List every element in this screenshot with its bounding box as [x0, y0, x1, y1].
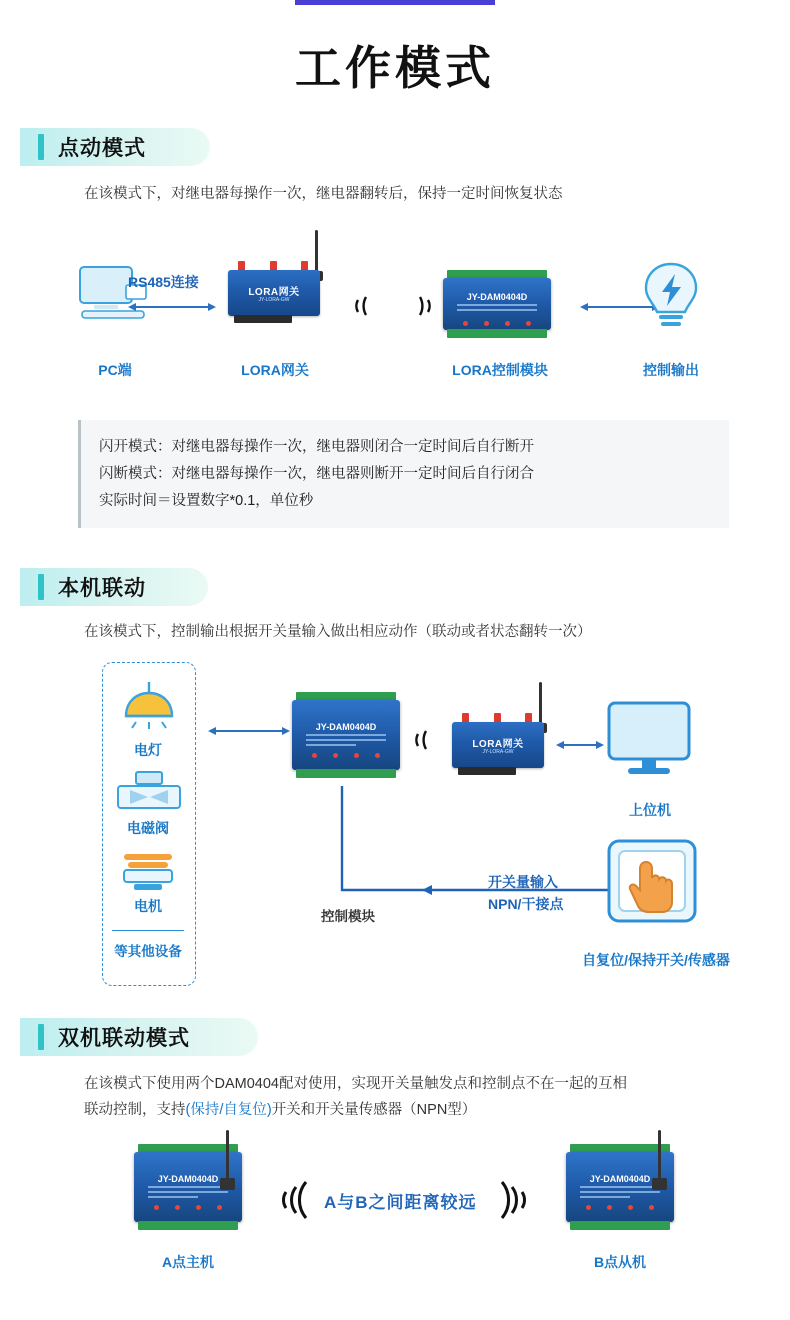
module-leds	[578, 1205, 662, 1210]
section-header-dual-linkage	[20, 1018, 258, 1056]
top-accent-bar	[295, 0, 495, 5]
section-header-local-linkage	[20, 568, 208, 606]
device-a-title: JY-DAM0404D	[157, 1174, 219, 1184]
lora-gateway-device	[228, 270, 320, 316]
note-line-2: 闪断模式：对继电器每操作一次，继电器则断开一定时间后自行闭合	[99, 465, 534, 482]
module-label-lines	[306, 734, 386, 749]
desc-pre: 联动控制，支持	[84, 1102, 186, 1118]
divider	[112, 930, 184, 931]
antenna-icon	[539, 682, 542, 726]
wireless-wave-right-2	[412, 726, 442, 754]
section-title-jog: 点动模式	[58, 137, 146, 160]
section-accent-bar	[38, 574, 44, 600]
module-device-title: JY-DAM0404D	[466, 292, 528, 302]
label-other-devices: 等其他设备	[114, 944, 182, 959]
label-motor: 电机	[134, 898, 162, 914]
section-header-jog	[20, 128, 210, 166]
page-title: 工作模式	[295, 42, 495, 94]
wireless-wave-right	[352, 292, 382, 320]
gateway-terminal	[458, 767, 516, 775]
push-button-sensor-icon	[606, 838, 698, 924]
antenna-base-b	[652, 1178, 667, 1190]
module-green-terminal-bottom	[138, 1221, 238, 1230]
desc-post: 开关和开关量传感器（NPN型）	[271, 1102, 477, 1118]
section-title-local-linkage: 本机联动	[58, 577, 146, 600]
gateway-terminal	[234, 315, 292, 323]
jog-mode-note	[78, 420, 729, 528]
section-desc-local-linkage: 在该模式下，控制输出根据开关量输入做出相应动作（联动或者状态翻转一次）	[84, 624, 592, 640]
solenoid-valve-icon	[116, 768, 182, 814]
control-module-title: JY-DAM0404D	[315, 722, 377, 732]
section-desc-dual-linkage-line2	[84, 1098, 734, 1123]
note-line-3: 实际时间＝设置数字*0.1，单位秒	[99, 492, 314, 509]
device-b-title: JY-DAM0404D	[589, 1174, 651, 1184]
arrow-gateway-to-host	[556, 738, 604, 752]
switch-input-path	[296, 786, 616, 904]
label-device-b: B点从机	[593, 1254, 647, 1270]
label-switch-type: NPN/干接点	[488, 896, 564, 912]
section-accent-bar	[38, 134, 44, 160]
label-lamp: 电灯	[134, 742, 162, 758]
label-sensor: 自复位/保持开关/传感器	[582, 952, 730, 968]
gateway-device-title: LORA网关	[248, 287, 300, 298]
desc-highlight: (保持/自复位)	[185, 1102, 272, 1118]
wireless-wave-b	[486, 1180, 530, 1220]
label-pc: PC端	[98, 362, 132, 378]
gateway-sub: JY-LORA-GW	[482, 749, 514, 755]
label-distance: A与B之间距离较远	[324, 1193, 477, 1212]
control-module-device	[292, 700, 400, 770]
module-leds	[455, 321, 539, 326]
section-desc-dual-linkage-line1: 在该模式下使用两个DAM0404配对使用，实现开关量触发点和控制点不在一起的互相	[84, 1076, 627, 1092]
label-device-a: A点主机	[161, 1254, 215, 1270]
label-host: 上位机	[629, 802, 671, 818]
module-label-lines	[457, 304, 537, 314]
lora-gateway-device-2	[452, 722, 544, 768]
lamp-icon	[118, 680, 180, 732]
control-output-bulb-icon	[636, 258, 706, 336]
antenna-icon-a	[226, 1130, 229, 1180]
antenna-icon	[315, 230, 318, 274]
module-green-terminal-bottom	[296, 769, 396, 778]
module-body	[292, 700, 400, 770]
label-valve: 电磁阀	[127, 820, 169, 836]
label-rs485-link: RS485连接	[128, 274, 199, 290]
note-line-1: 闪开模式：对继电器每操作一次，继电器则闭合一定时间后自行断开	[99, 439, 534, 455]
module-label-lines	[580, 1186, 660, 1201]
section-title-dual-linkage: 双机联动模式	[58, 1027, 190, 1050]
antenna-base-a	[220, 1178, 235, 1190]
label-control-module: 控制模块	[321, 909, 375, 924]
gateway-title: LORA网关	[472, 739, 524, 750]
gateway-body	[452, 722, 544, 768]
arrow-devices-to-module	[208, 724, 290, 738]
lora-control-module-device	[443, 278, 551, 330]
motor-icon	[118, 846, 180, 896]
module-green-terminal-bottom	[570, 1221, 670, 1230]
module-label-lines	[148, 1186, 228, 1201]
label-control-output: 控制输出	[643, 362, 699, 378]
wireless-wave-a	[278, 1180, 322, 1220]
label-switch-input: 开关量输入	[488, 874, 558, 890]
section-accent-bar	[38, 1024, 44, 1050]
module-green-terminal-bottom	[447, 329, 547, 338]
wireless-wave-left	[404, 292, 434, 320]
gateway-device-sub: JY-LORA-GW	[258, 297, 290, 303]
arrow-pc-to-gateway	[128, 300, 216, 314]
label-lora-control-module: LORA控制模块	[452, 362, 548, 378]
module-leds	[146, 1205, 230, 1210]
gateway-body	[228, 270, 320, 316]
host-monitor-icon	[606, 700, 692, 778]
section-desc-jog: 在该模式下，对继电器每操作一次，继电器翻转后，保持一定时间恢复状态	[84, 186, 563, 202]
module-leds	[304, 753, 388, 758]
antenna-icon-b	[658, 1130, 661, 1180]
label-lora-gateway: LORA网关	[241, 362, 309, 378]
